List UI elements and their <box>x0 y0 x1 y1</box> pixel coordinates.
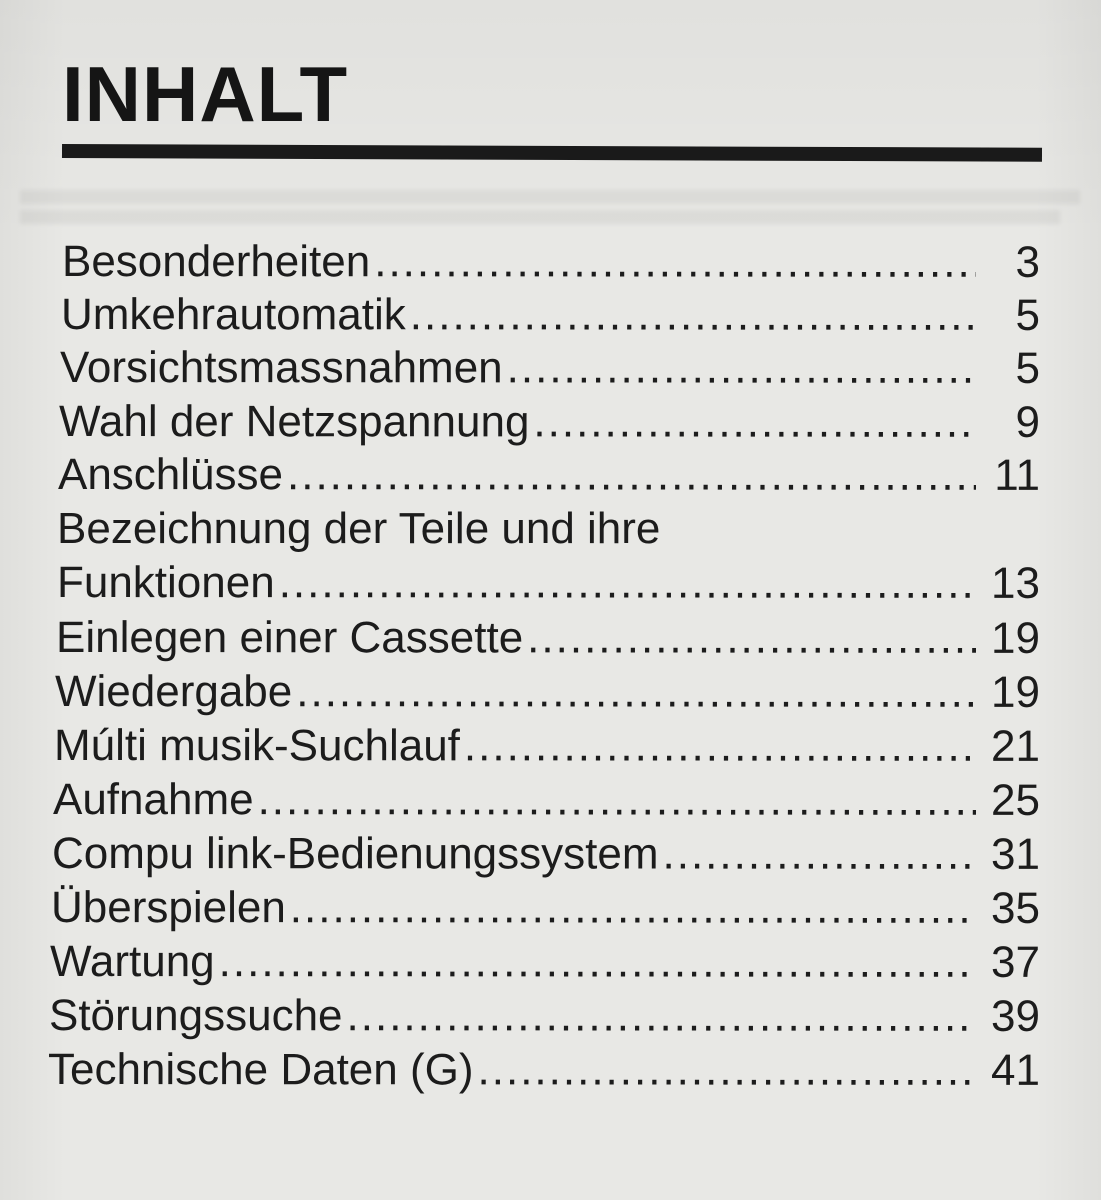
toc-entry-label: Störungssuche <box>48 991 343 1041</box>
toc-entry-multi-musik-suchlauf <box>54 720 1040 773</box>
toc-entry-vorsichtsmassnahmen <box>60 342 1040 395</box>
toc-entry-bezeichnung-line1: Bezeichnung der Teile und ihre <box>57 504 661 553</box>
page-title: INHALT <box>62 50 349 138</box>
toc-page-number: 9 <box>1015 397 1041 447</box>
toc-page-number: 25 <box>991 775 1041 825</box>
toc-entry-label: Funktionen <box>56 558 275 608</box>
toc-page-number: 21 <box>991 721 1041 771</box>
toc-entry-umkehrautomatik <box>61 289 1040 342</box>
toc-leader-dots <box>219 936 976 989</box>
toc-page-number: 5 <box>1015 343 1041 393</box>
toc-leader-dots <box>527 612 976 664</box>
toc-entry-label: Wartung <box>49 937 215 987</box>
toc-entry-label: Múlti musik-Suchlauf <box>53 721 460 771</box>
toc-entry-ueberspielen <box>51 882 1040 935</box>
toc-page-number: 3 <box>1015 237 1041 287</box>
toc-leader-dots <box>533 396 976 448</box>
toc-entry-label: Vorsichtsmassnahmen <box>59 343 503 393</box>
toc-entry-compu-link <box>52 828 1040 881</box>
toc-entry-label: Besonderheiten <box>61 237 371 287</box>
toc-page-number: 39 <box>991 991 1041 1041</box>
toc-leader-dots <box>287 449 976 502</box>
toc-page-number: 37 <box>991 937 1041 987</box>
toc-page-number: 13 <box>991 558 1041 608</box>
toc-entry-label: Überspielen <box>50 883 286 933</box>
toc-entry-einlegen-einer-cassette <box>56 612 1040 665</box>
toc-leader-dots <box>478 1044 977 1096</box>
toc-entry-besonderheiten <box>62 236 1040 289</box>
toc-page-number: 5 <box>1015 290 1041 340</box>
toc-entry-aufnahme <box>53 774 1040 827</box>
toc-page-number: 41 <box>991 1045 1041 1095</box>
toc-entry-label: Wiedergabe <box>54 667 293 717</box>
toc-entry-label: Compu link-Bedienungssystem <box>51 829 659 879</box>
toc-entry-label: Anschlüsse <box>57 450 284 500</box>
toc-leader-dots <box>374 236 976 289</box>
toc-entry-wahl-der-netzspannung <box>59 396 1040 449</box>
toc-entry-technische-daten <box>48 1044 1040 1097</box>
toc-leader-dots <box>290 882 976 935</box>
toc-leader-dots <box>507 342 976 394</box>
toc-leader-dots <box>464 720 976 772</box>
toc-leader-dots <box>258 774 976 827</box>
toc-page-number: 19 <box>991 613 1041 663</box>
toc-leader-dots <box>279 557 976 610</box>
toc-page-number: 35 <box>991 883 1041 933</box>
toc-entry-label: Einlegen einer Cassette <box>55 613 524 663</box>
toc-leader-dots <box>662 829 976 881</box>
toc-entry-wiedergabe <box>55 666 1040 719</box>
toc-entry-stoerungssuche <box>49 990 1040 1043</box>
toc-leader-dots <box>296 666 976 719</box>
toc-leader-dots <box>410 289 976 341</box>
toc-page-number: 31 <box>991 829 1041 879</box>
toc-entry-wartung <box>50 936 1040 989</box>
toc-entry-label: Umkehrautomatik <box>60 290 406 340</box>
toc-entry-label: Wahl der Netzspannung <box>58 397 530 447</box>
toc-entry-label: Technische Daten (G) <box>47 1045 474 1095</box>
toc-entry-label: Aufnahme <box>52 775 254 825</box>
toc-page-number: 11 <box>994 450 1041 500</box>
toc-entry-anschluesse <box>58 449 1040 502</box>
toc-entry-funktionen <box>57 557 1040 610</box>
toc-page-number: 19 <box>991 667 1041 717</box>
toc-leader-dots <box>347 990 977 1043</box>
